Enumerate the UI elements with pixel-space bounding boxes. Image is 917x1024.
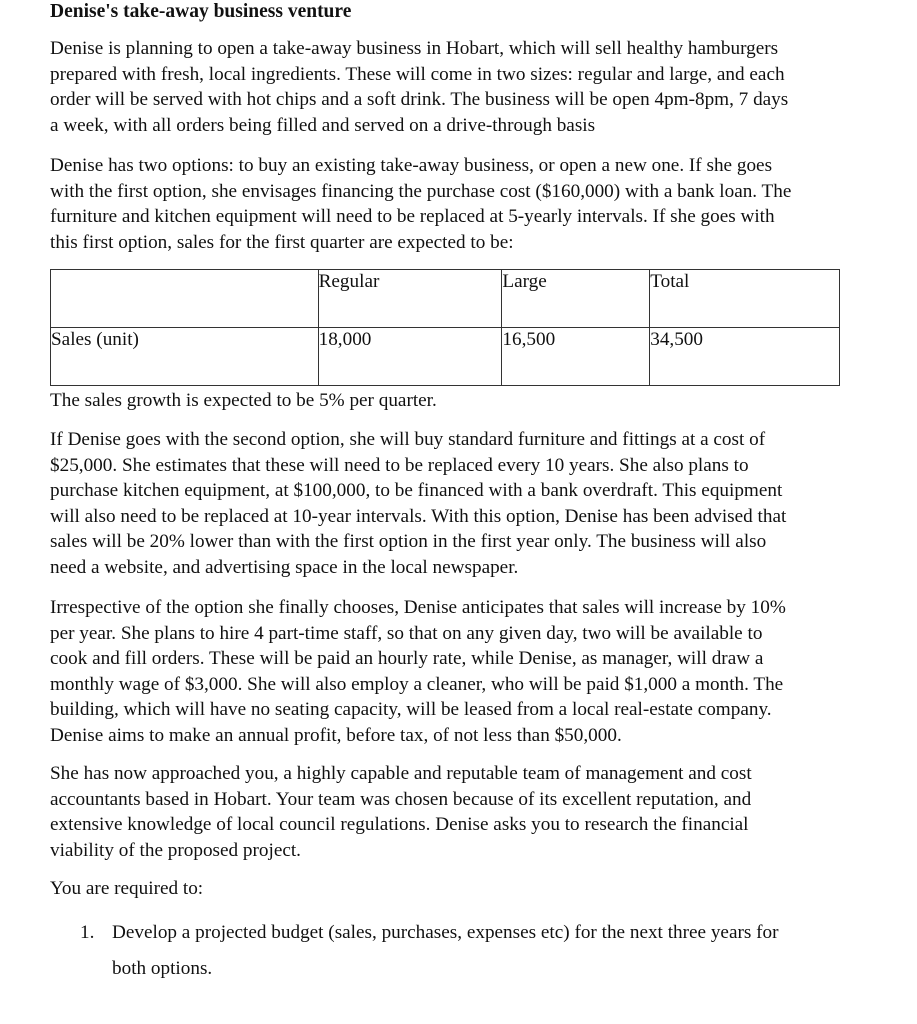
intro-paragraph — [50, 36, 850, 138]
table-header-cell — [51, 270, 319, 328]
row-label-cell: Sales (unit) — [51, 328, 319, 386]
text-line: per year. She plans to hire 4 part-time staff, so that on any given day, two will be available to — [50, 622, 763, 644]
text-line: a week, with all orders being filled and served on a drive-through basis — [50, 114, 596, 136]
table-header-cell: Large — [502, 270, 650, 328]
text-line: both options. — [112, 958, 213, 979]
total-cell: 34,500 — [650, 328, 840, 386]
text-line: accountants based in Hobart. Your team was chosen because of its excellent reputation, and — [50, 788, 752, 810]
text-line: You are required to: — [50, 878, 204, 899]
table-header-cell: Total — [650, 270, 840, 328]
irrespective-paragraph — [50, 595, 850, 749]
text-line: viability of the proposed project. — [50, 839, 301, 861]
second-option-paragraph — [50, 427, 850, 581]
text-line: order will be served with hot chips and a soft drink. The business will be open 4pm-8pm, 7 days — [50, 89, 789, 111]
text-line: Denise is planning to open a take-away business in Hobart, which will sell healthy hamburgers — [50, 38, 779, 59]
requirements-heading — [50, 876, 850, 902]
text-line: sales will be 20% lower than with the first option in the first year only. The business will also — [50, 531, 767, 553]
document-title: Denise's take-away business venture — [50, 1, 352, 22]
text-line: cook and fill orders. These will be paid an hourly rate, while Denise, as manager, will draw a — [50, 648, 764, 670]
text-line: Denise aims to make an annual profit, before tax, of not less than $50,000. — [50, 724, 622, 746]
text-line: purchase kitchen equipment, at $100,000, to be financed with a bank overdraft. This equipment — [50, 480, 783, 502]
table-header-row — [51, 270, 840, 328]
list-item-text — [112, 915, 852, 987]
growth-note — [50, 388, 850, 414]
regular-cell: 18,000 — [318, 328, 502, 386]
options-paragraph — [50, 153, 850, 255]
text-line: If Denise goes with the second option, she will buy standard furniture and fittings at a cost of — [50, 429, 766, 450]
table-row — [51, 328, 840, 386]
sales-table — [50, 269, 840, 386]
text-line: this first option, sales for the first quarter are expected to be: — [50, 231, 514, 253]
text-line: need a website, and advertising space in the local newspaper. — [50, 556, 519, 578]
text-line: $25,000. She estimates that these will need to be replaced every 10 years. She also plans to — [50, 454, 749, 476]
large-cell: 16,500 — [502, 328, 650, 386]
text-line: monthly wage of $3,000. She will also employ a cleaner, who will be paid $1,000 a month. The — [50, 673, 784, 695]
text-line: building, which will have no seating capacity, will be leased from a local real-estate company. — [50, 699, 772, 721]
text-line: prepared with fresh, local ingredients. These will come in two sizes: regular and large, and each — [50, 63, 785, 85]
text-line: Irrespective of the option she finally chooses, Denise anticipates that sales will increase by 10% — [50, 597, 786, 618]
table-header-cell: Regular — [318, 270, 502, 328]
list-number: 1. — [80, 922, 95, 943]
text-line: The sales growth is expected to be 5% per quarter. — [50, 390, 437, 411]
text-line: furniture and kitchen equipment will need to be replaced at 5-yearly intervals. If she goes with — [50, 206, 775, 228]
text-line: Denise has two options: to buy an existing take-away business, or open a new one. If she goes — [50, 155, 773, 176]
text-line: will also need to be replaced at 10-year intervals. With this option, Denise has been advised that — [50, 505, 787, 527]
text-line: She has now approached you, a highly capable and reputable team of management and cost — [50, 763, 752, 784]
text-line: with the first option, she envisages financing the purchase cost ($160,000) with a bank loan. The — [50, 180, 792, 202]
text-line: Develop a projected budget (sales, purchases, expenses etc) for the next three years for — [112, 922, 779, 943]
text-line: extensive knowledge of local council regulations. Denise asks you to research the financial — [50, 814, 749, 836]
approach-paragraph — [50, 761, 850, 863]
